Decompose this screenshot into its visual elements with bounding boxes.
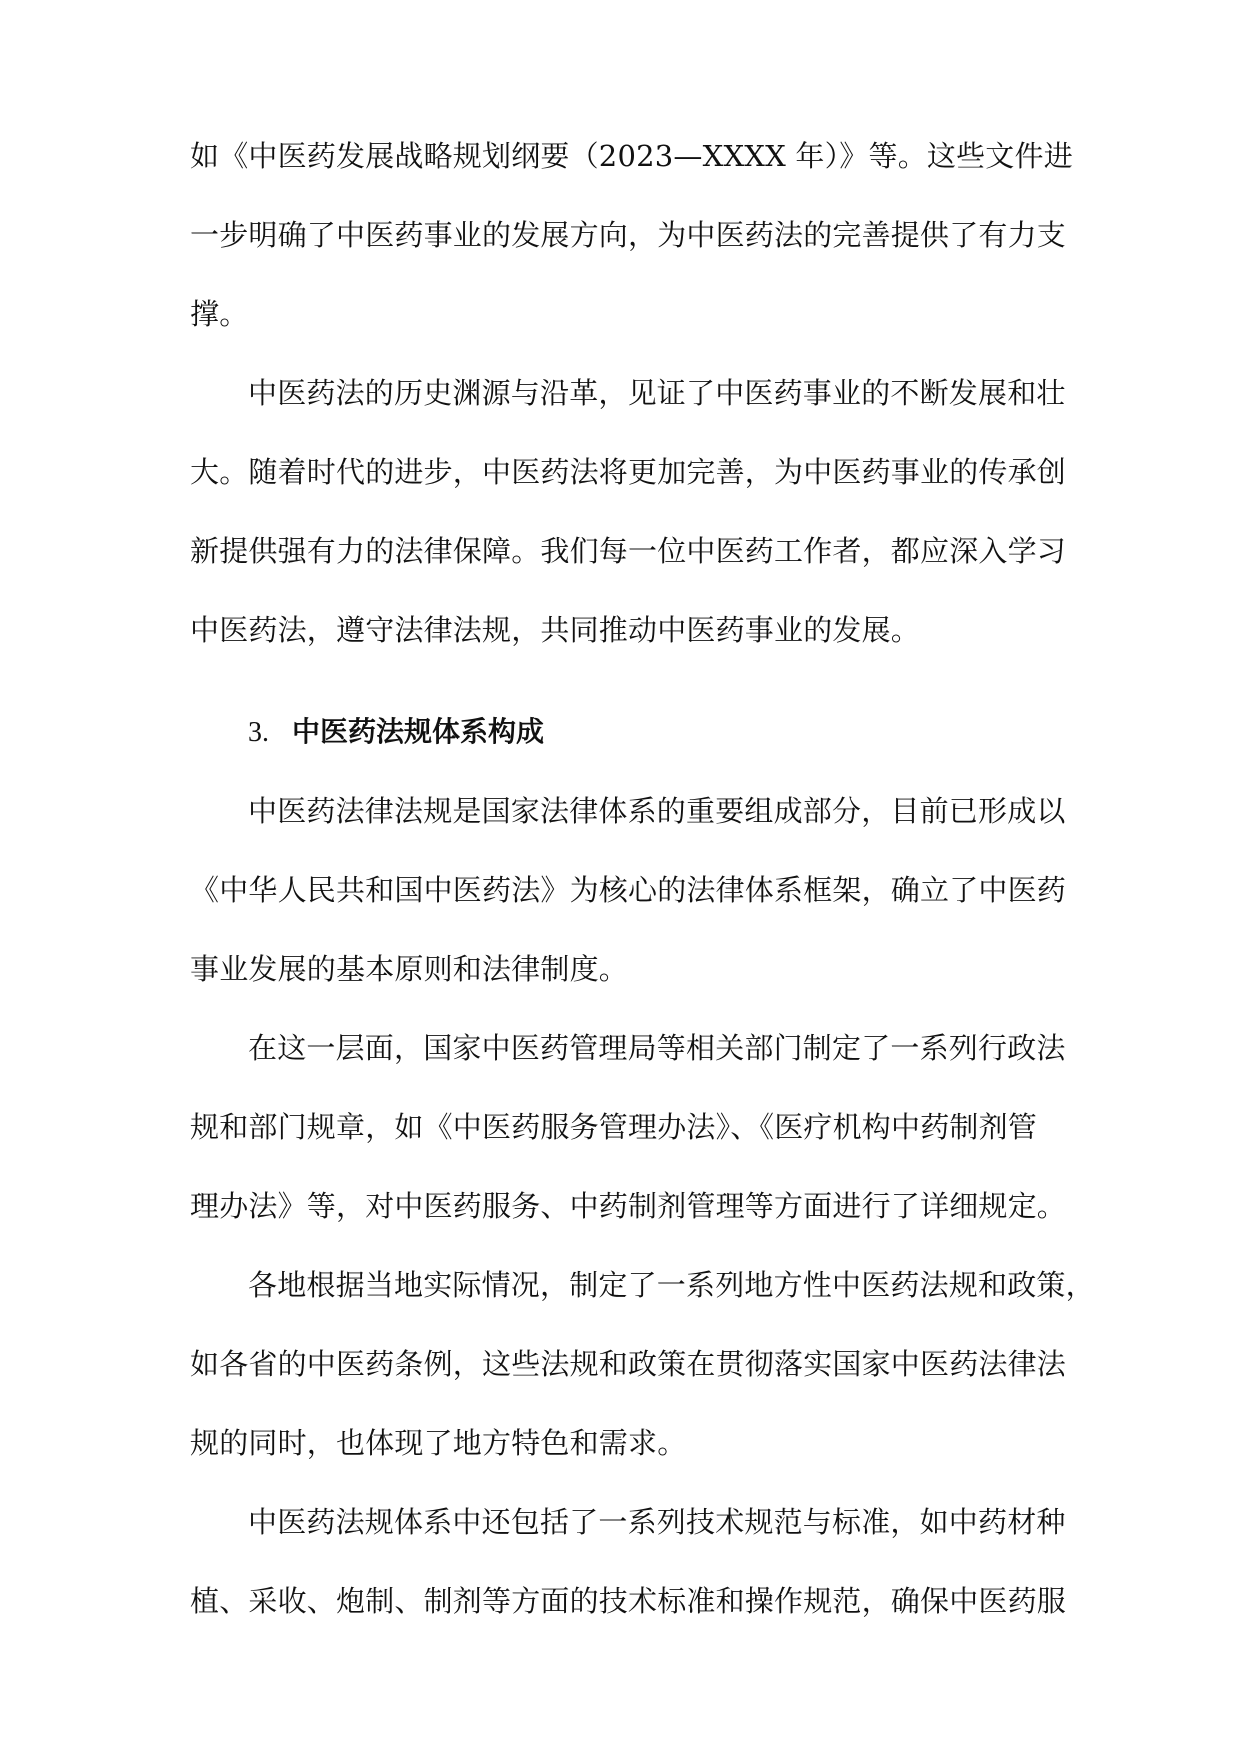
paragraph-line: 事业发展的基本原则和法律制度。 bbox=[190, 952, 629, 986]
paragraph-line: 在这一层面，国家中医药管理局等相关部门制定了一系列行政法 bbox=[248, 1031, 1066, 1065]
paragraph-line: 各地根据当地实际情况，制定了一系列地方性中医药法规和政策， bbox=[248, 1268, 1095, 1302]
paragraph-line: 如各省的中医药条例，这些法规和政策在贯彻落实国家中医药法律法 bbox=[190, 1347, 1067, 1381]
paragraph-line: 中医药法律法规是国家法律体系的重要组成部分，目前已形成以 bbox=[248, 794, 1066, 828]
paragraph-line: 大。随着时代的进步，中医药法将更加完善，为中医药事业的传承创 bbox=[190, 455, 1067, 489]
paragraph-line: 规的同时，也体现了地方特色和需求。 bbox=[190, 1426, 687, 1460]
paragraph-line: 新提供强有力的法律保障。我们每一位中医药工作者，都应深入学习 bbox=[190, 534, 1067, 568]
paragraph-line: 规和部门规章，如《中医药服务管理办法》、《医疗机构中药制剂管 bbox=[190, 1110, 1038, 1144]
paragraph-line: 《中华人民共和国中医药法》为核心的法律体系框架，确立了中医药 bbox=[190, 873, 1067, 907]
paragraph-line: 中医药法的历史渊源与沿革，见证了中医药事业的不断发展和壮 bbox=[248, 376, 1066, 410]
paragraph-line: 中医药法规体系中还包括了一系列技术规范与标准，如中药材种 bbox=[248, 1505, 1066, 1539]
section-number: 3. bbox=[248, 717, 269, 748]
paragraph-line: 一步明确了中医药事业的发展方向，为中医药法的完善提供了有力支 bbox=[190, 218, 1067, 252]
paragraph-line: 植、采收、炮制、制剂等方面的技术标准和操作规范，确保中医药服 bbox=[190, 1584, 1067, 1618]
paragraph-line: 中医药法，遵守法律法规，共同推动中医药事业的发展。 bbox=[190, 613, 921, 647]
section-title: 中医药法规体系构成 bbox=[292, 715, 545, 748]
section-heading bbox=[248, 712, 544, 753]
paragraph-line: 如《中医药发展战略规划纲要（2023—XXXX 年）》等。这些文件进 bbox=[190, 139, 1073, 173]
paragraph-line: 理办法》等，对中医药服务、中药制剂管理等方面进行了详细规定。 bbox=[190, 1189, 1067, 1223]
paragraph-line: 撑。 bbox=[190, 297, 249, 331]
